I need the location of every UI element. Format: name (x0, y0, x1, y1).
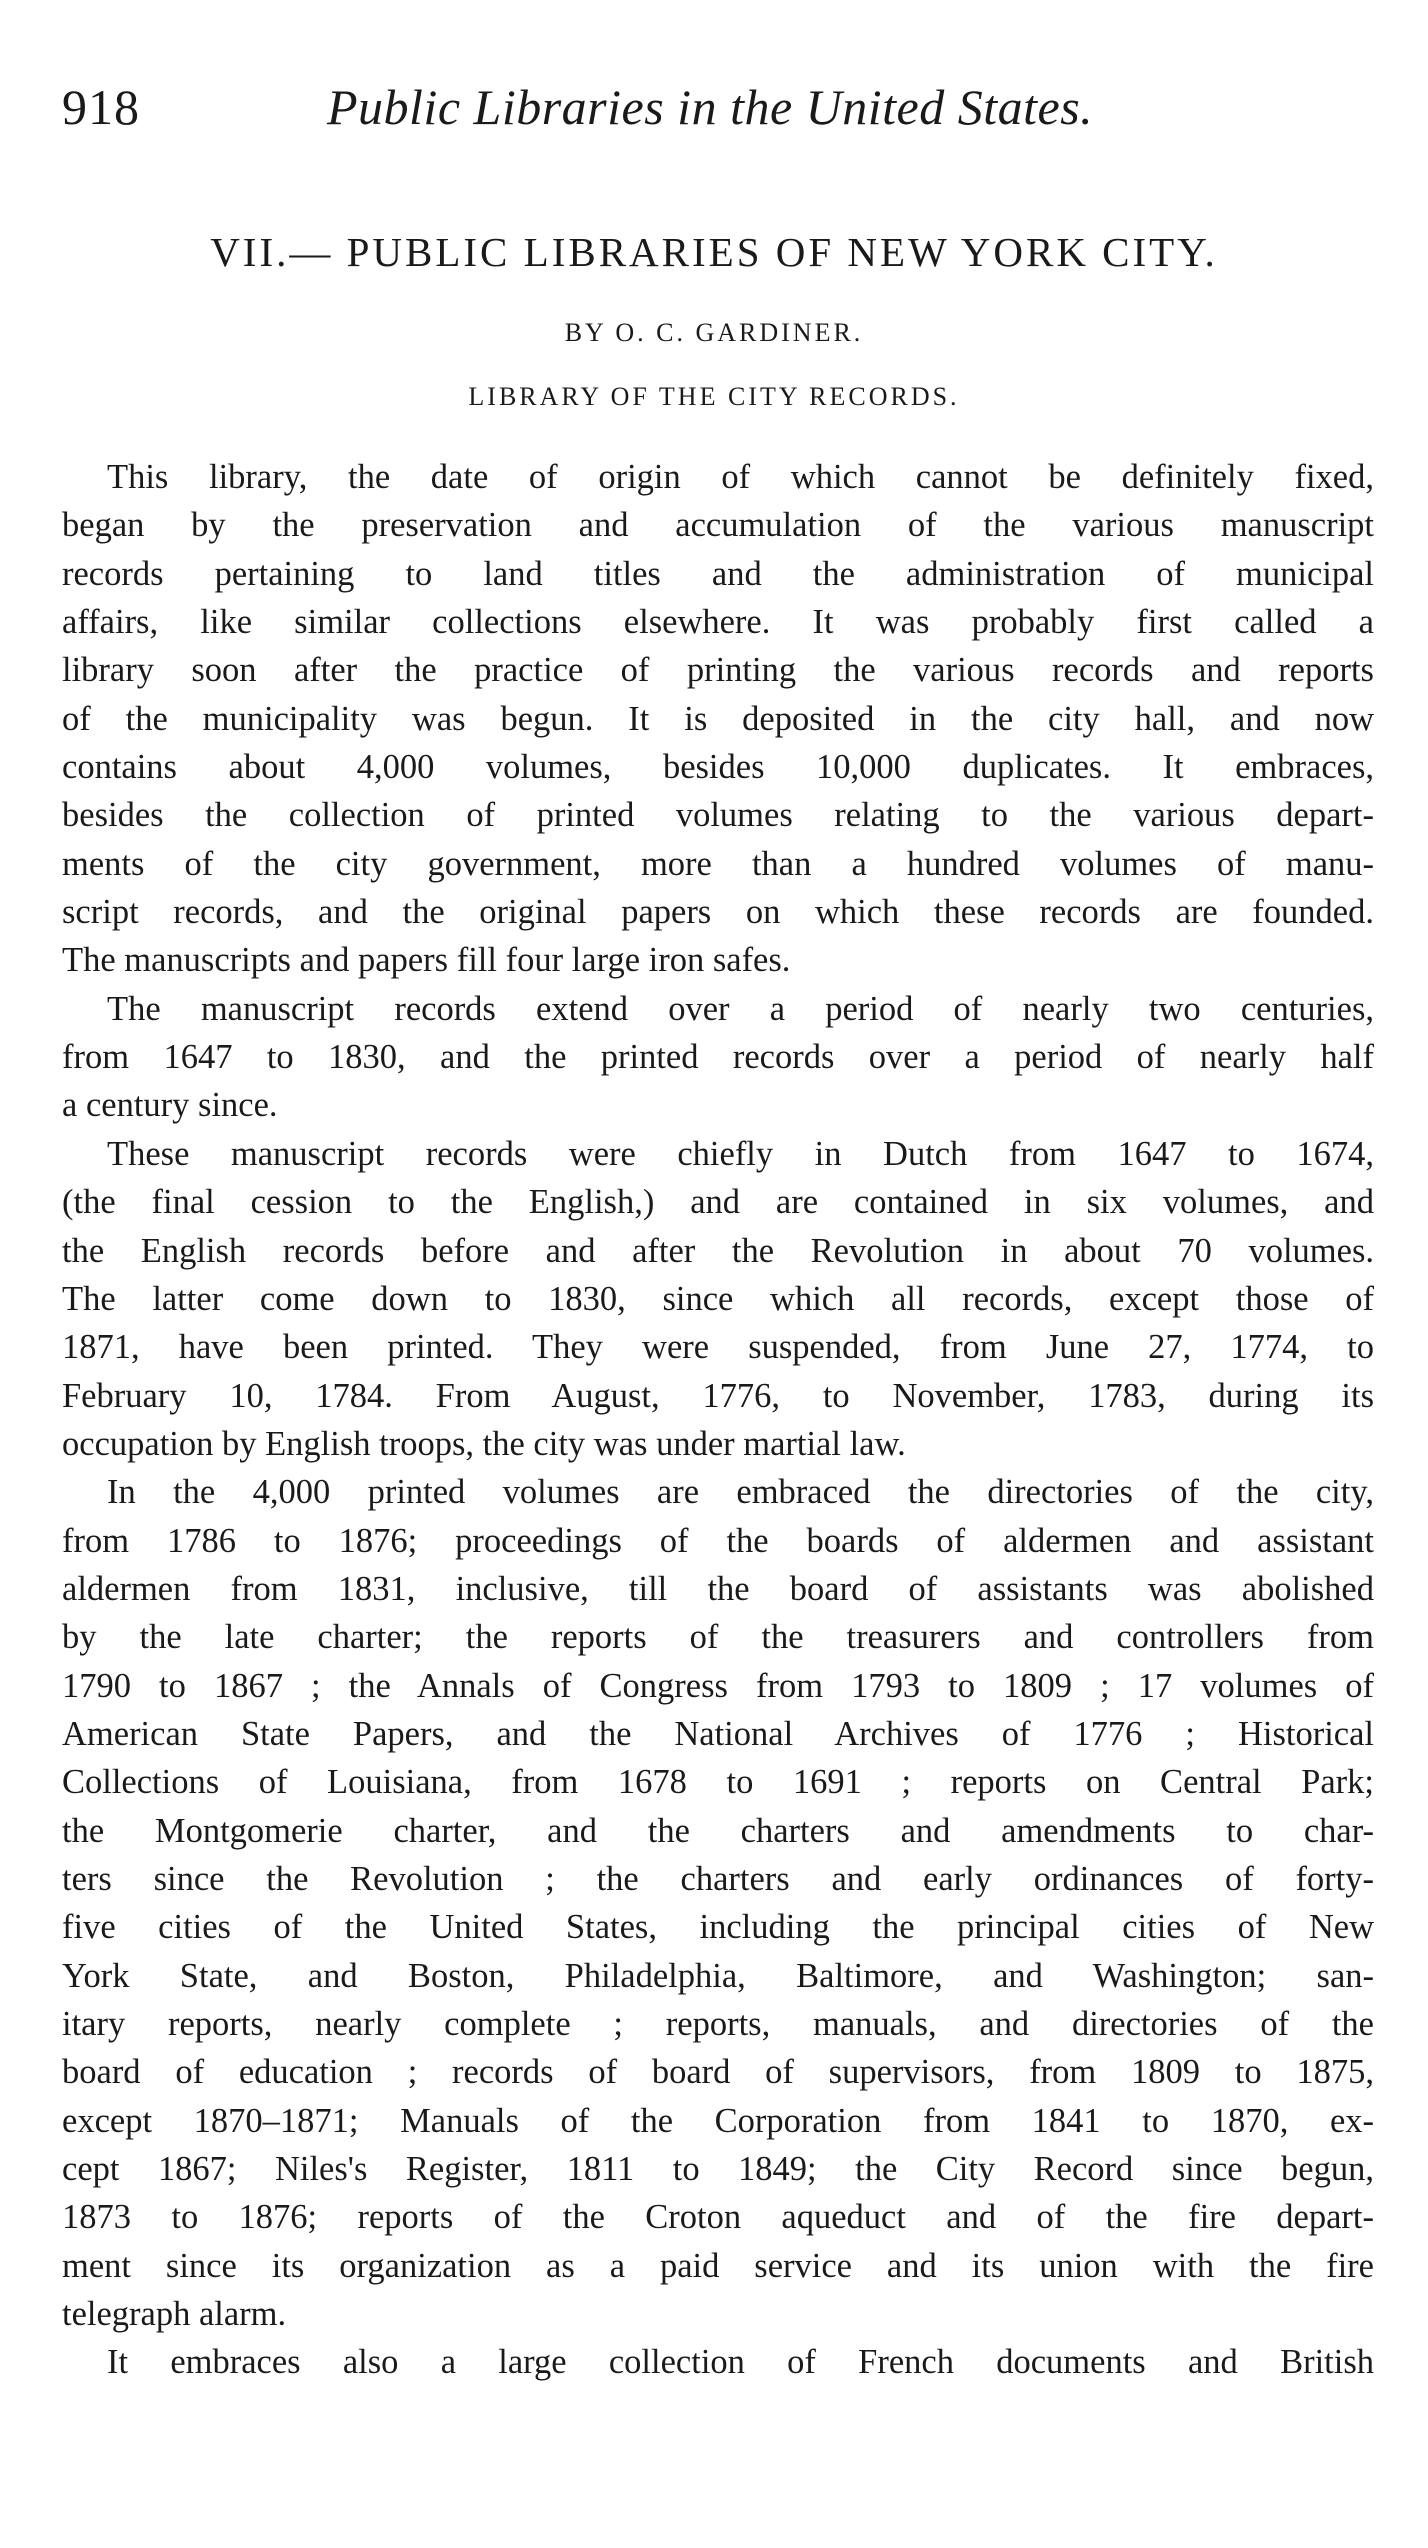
text-line: York State, and Boston, Philadelphia, Baltimore, and Washington; san- (62, 1956, 1374, 1995)
text-line: ters since the Revolution ; the charters and early ordinances of forty- (62, 1859, 1374, 1898)
running-title: Public Libraries in the United States. (327, 79, 1094, 135)
text-line: The manuscripts and papers fill four large iron safes. (62, 941, 791, 980)
text-line: ments of the city government, more than a hundred volumes of manu- (62, 844, 1374, 883)
text-line: itary reports, nearly complete ; reports, manuals, and directories of the (62, 2005, 1374, 2043)
body-text (62, 453, 1374, 2387)
text-line: It embraces also a large collection of French documents and British (107, 2343, 1374, 2382)
text-line: library soon after the practice of printing the various records and reports (62, 651, 1374, 690)
text-line: The manuscript records extend over a period of nearly two centuries, (107, 989, 1374, 1028)
text-line: (the final cession to the English,) and are contained in six volumes, and (62, 1183, 1374, 1222)
text-line: five cities of the United States, including the principal cities of New (62, 1908, 1374, 1947)
text-line: the English records before and after the Revolution in about 70 volumes. (62, 1231, 1374, 1270)
chapter-title: VII.— PUBLIC LIBRARIES OF NEW YORK CITY. (210, 229, 1218, 275)
text-line: script records, and the original papers on which these records are founded. (62, 893, 1374, 932)
section-title: LIBRARY OF THE CITY RECORDS. (468, 382, 960, 411)
text-line: the Montgomerie charter, and the charters and amendments to char- (62, 1811, 1374, 1850)
text-line: affairs, like similar collections elsewhere. It was probably first called a (62, 603, 1374, 642)
text-line: 1873 to 1876; reports of the Croton aqueduct and of the fire depart- (62, 2198, 1374, 2237)
text-line: from 1786 to 1876; proceedings of the boards of aldermen and assistant (62, 1521, 1374, 1560)
text-line: These manuscript records were chiefly in Dutch from 1647 to 1674, (107, 1134, 1374, 1173)
text-line: besides the collection of printed volumes relating to the various depart- (62, 796, 1374, 835)
text-line: began by the preservation and accumulation of the various manuscript (62, 506, 1374, 545)
text-line: ment since its organization as a paid service and its union with the fire (62, 2246, 1374, 2285)
text-line: aldermen from 1831, inclusive, till the board of assistants was abolished (62, 1569, 1374, 1608)
text-line: February 10, 1784. From August, 1776, to November, 1783, during its (62, 1376, 1374, 1415)
text-line: except 1870–1871; Manuals of the Corporation from 1841 to 1870, ex- (62, 2101, 1374, 2140)
text-line: occupation by English troops, the city was under martial law. (62, 1424, 906, 1463)
page-number: 918 (62, 79, 140, 135)
running-head (62, 78, 1122, 148)
text-line: The latter come down to 1830, since which all records, except those of (62, 1279, 1374, 1318)
text-line: a century since. (62, 1086, 278, 1125)
text-line: American State Papers, and the National Archives of 1776 ; Historical (62, 1714, 1374, 1753)
text-line: of the municipality was begun. It is deposited in the city hall, and now (62, 699, 1374, 738)
text-line: 1790 to 1867 ; the Annals of Congress from 1793 to 1809 ; 17 volumes of (62, 1666, 1374, 1705)
text-line: telegraph alarm. (62, 2295, 287, 2334)
text-line: In the 4,000 printed volumes are embraced the directories of the city, (107, 1473, 1374, 1512)
text-line: This library, the date of origin of which cannot be definitely fixed, (107, 458, 1374, 496)
text-line: cept 1867; Niles's Register, 1811 to 1849; the City Record since begun, (62, 2150, 1374, 2189)
text-line: contains about 4,000 volumes, besides 10,000 duplicates. It embraces, (62, 748, 1374, 787)
text-line: records pertaining to land titles and the administration of municipal (62, 554, 1374, 593)
text-line: Collections of Louisiana, from 1678 to 1691 ; reports on Central Park; (62, 1763, 1374, 1802)
byline: BY O. C. GARDINER. (564, 318, 864, 347)
text-line: by the late charter; the reports of the treasurers and controllers from (62, 1618, 1374, 1657)
text-line: board of education ; records of board of supervisors, from 1809 to 1875, (62, 2053, 1374, 2092)
text-line: from 1647 to 1830, and the printed records over a period of nearly half (62, 1038, 1374, 1077)
text-line: 1871, have been printed. They were suspended, from June 27, 1774, to (62, 1328, 1374, 1367)
